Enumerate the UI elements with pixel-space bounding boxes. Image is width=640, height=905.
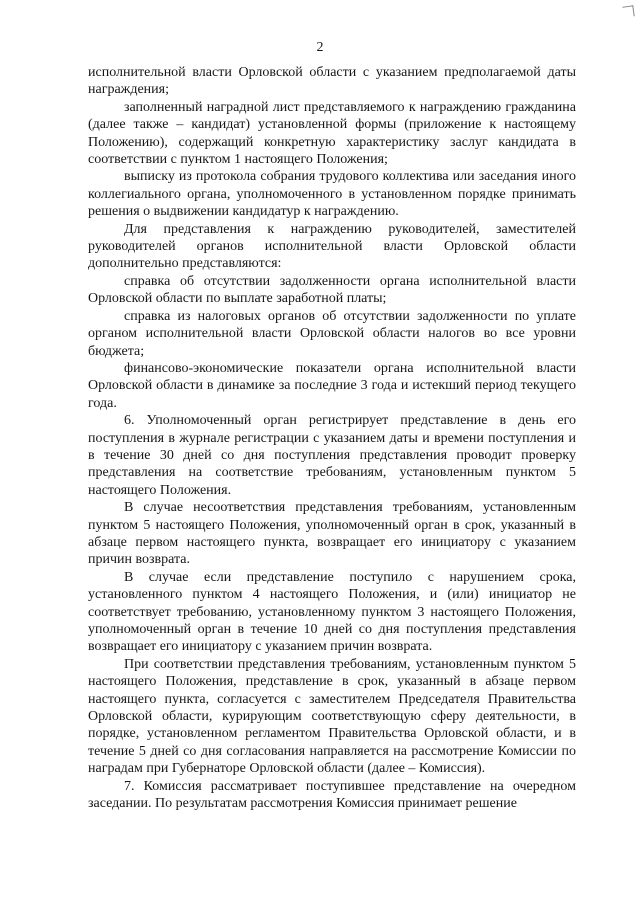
- paragraph-award-sheet: заполненный наградной лист представляемого к награждению гражданина (далее также – кандидат) установленной формы (приложение к настоящему Положению), содержащий конкретную характеристику заслуг кандидата в соответствии с пунктом 1 настоящего Положения;: [88, 99, 576, 168]
- paragraph-item-7-commission: 7. Комиссия рассматривает поступившее представление на очередном заседании. По результатам рассмотрения Комиссия принимает решение: [88, 778, 576, 812]
- paragraph-conformity-approval: При соответствии представления требованиям, установленным пунктом 5 настоящего Положения, представление в срок, указанный в абзаце первом настоящего пункта, согласуется с заместителем Председателя Правительства Орловской области, курирующим соответствующую сферу деятельности, в порядке, установленном регламентом Правительства Орловской области, и в течение 5 дней со дня согласования направляется на рассмотрение Комиссии по наградам при Губернаторе Орловской области (далее – Комиссия).: [88, 656, 576, 777]
- paragraph-protocol-extract: выписку из протокола собрания трудового коллектива или заседания иного коллегиального органа, уполномоченного в установленном порядке принимать решения о выдвижении кандидатур к награждению.: [88, 169, 576, 220]
- paragraph-heads-additional-docs: Для представления к награждению руководителей, заместителей руководителей органов исполнительной власти Орловской области дополнительно представляются:: [88, 221, 576, 272]
- paragraph-item-6-registration: 6. Уполномоченный орган регистрирует представление в день его поступления в журнале регистрации с указанием даты и времени поступления и в течение 30 дней со дня поступления представления проводит проверку представления на соответствие требованиям, установленным пунктом 5 настоящего Положения.: [88, 413, 576, 498]
- paragraph-tax-debt-certificate: справка из налоговых органов об отсутствии задолженности по уплате органом исполнительной власти Орловской области налогов во все уровни бюджета;: [88, 308, 576, 359]
- document-body: [88, 64, 576, 812]
- paragraph-deadline-violation-return: В случае если представление поступило с нарушением срока, установленного пунктом 4 настоящего Положения, и (или) инициатор не соответствует требованию, установленному пунктом 3 настоящего Положения, уполномоченный орган в течение 10 дней со дня поступления представления возвращает его инициатору с указанием причин возврата.: [88, 569, 576, 655]
- paragraph-continuation: исполнительной власти Орловской области с указанием предполагаемой даты награждения;: [88, 65, 576, 98]
- page-number: 2: [316, 40, 324, 55]
- corner-scan-mark: [622, 5, 634, 17]
- paragraph-salary-debt-certificate: справка об отсутствии задолженности органа исполнительной власти Орловской области по выплате заработной платы;: [88, 273, 576, 307]
- paragraph-financial-indicators: финансово-экономические показатели органа исполнительной власти Орловской области в динамике за последние 3 года и истекший период текущего года.: [88, 360, 576, 411]
- paragraph-nonconformity-return: В случае несоответствия представления требованиям, установленным пунктом 5 настоящего Положения, уполномоченный орган в срок, указанный в абзаце первом настоящего пункта, возвращает его инициатору с указанием причин возврата.: [88, 500, 576, 568]
